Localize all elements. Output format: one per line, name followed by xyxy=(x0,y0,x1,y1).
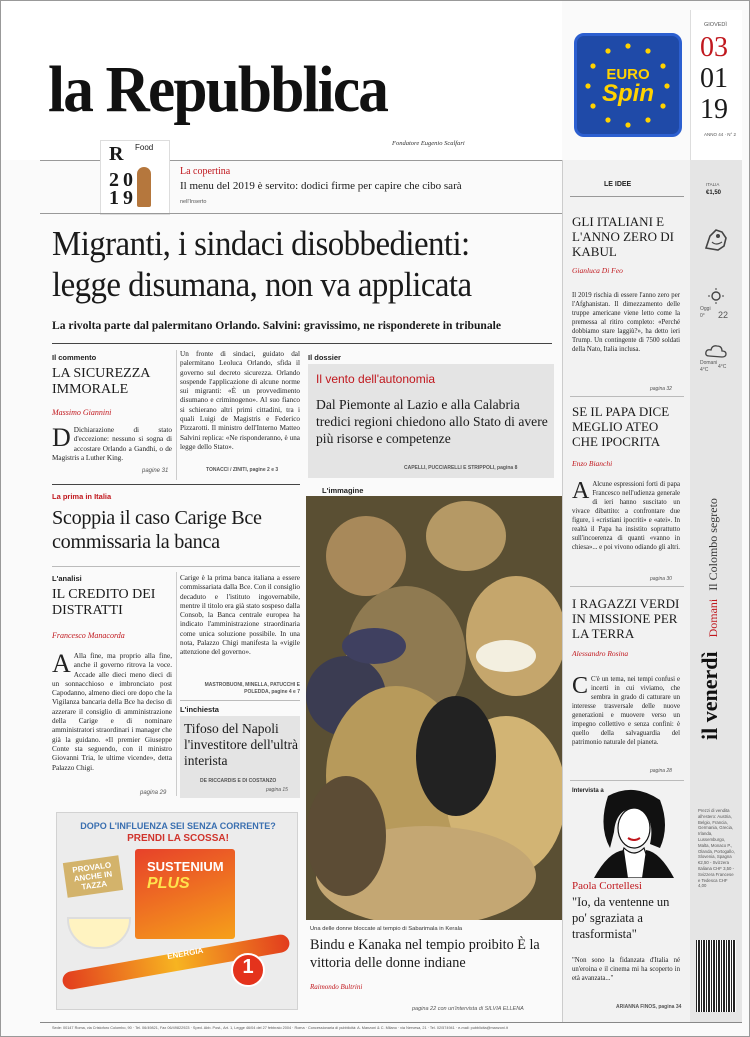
date-day: 03 xyxy=(700,32,728,63)
sidebar-prices: Prezzi di vendita all'estero: Austria, Belgio, Francia, Germania, Grecia, Irlanda, Lussemburgo, Malta, Monaco P., Olanda, Portogallo, Slovenia, Spagna €2,50 - Svizzera Italiana CHF 3,50 - Svizzera Francese e Tedesca CHF 4,00 xyxy=(698,808,735,889)
immagine-author: Raimondo Bultrini xyxy=(310,983,363,991)
weather-tomorrow-min: 4°C xyxy=(700,367,709,373)
venerdi-promo[interactable] xyxy=(697,440,737,740)
ad-product: SUSTENIUM xyxy=(147,859,224,874)
commento-title[interactable]: LA SICUREZZA IMMORALE xyxy=(52,366,150,397)
copertina-kicker: La copertina xyxy=(180,166,231,177)
cloud-icon xyxy=(704,342,728,360)
idee-1-page: pagina 32 xyxy=(650,386,672,392)
intervista-label: Intervista a xyxy=(572,788,604,794)
idee-2-title[interactable]: SE IL PAPA DICE MEGLIO ATEO CHE IPOCRITA xyxy=(572,404,670,449)
thumb-food: Food xyxy=(135,143,154,152)
copertina-text[interactable]: Il menu del 2019 è servito: dodici firme per capire che cibo sarà xyxy=(180,180,462,192)
weather-today-max: 22 xyxy=(718,310,729,320)
idee-2-page: pagina 30 xyxy=(650,576,672,582)
idee-column xyxy=(562,160,690,1022)
copertina-section: nell'Inserto xyxy=(180,199,207,205)
ad-eurospin-euro: EURO xyxy=(606,66,650,83)
carige-label: La prima in Italia xyxy=(52,492,112,501)
thumb-r: R xyxy=(109,143,124,165)
price-label: ITALIA xyxy=(706,182,720,187)
inchiesta-label: L'inchiesta xyxy=(180,705,219,714)
ad-line2: PRENDI LA SCOSSA! xyxy=(127,833,229,844)
carige-body: Carige è la prima banca italiana a essere commissariata dalla Bce. Con il consiglio decaduto e l'istituto ingovernabile, mentre il titolo era già stato sospeso dalla Consob, la Banca centrale europea ha indicato l'amministrazione straordinaria come unica soluzione possibile. In una nota, Palazzo Chigi manifesta la «vigile attenzione del governo». xyxy=(180,574,300,657)
fronte-authors: TONACCI / ZINITI, pagine 2 e 3 xyxy=(206,467,279,473)
ad-eurospin-spin: Spin xyxy=(602,80,654,107)
ad-sustenium[interactable] xyxy=(56,812,298,1010)
ad-cup xyxy=(67,917,131,949)
immagine-page: pagina 22 con un'intervista di SILVIA ELLENA xyxy=(412,1006,524,1012)
ad-energia: ENERGIA xyxy=(166,945,204,962)
dossier-title: Il vento dell'autonomia xyxy=(316,372,436,386)
analisi-title[interactable]: IL CREDITO DEI DISTRATTI xyxy=(52,587,156,618)
analisi-label: L'analisi xyxy=(52,574,82,583)
issue: ANNO 44 · N° 2 xyxy=(704,132,737,137)
main-headline[interactable]: Migranti, i sindaci disobbedienti: legge disumana, non va applicata xyxy=(52,224,472,304)
ad-line1: DOPO L'INFLUENZA SEI SENZA CORRENTE? xyxy=(80,821,276,831)
thumb-year: 2019 xyxy=(109,169,137,209)
weather-tomorrow-label: Domani xyxy=(700,360,718,366)
cortellesi-portrait xyxy=(588,786,682,878)
ad-plus: PLUS xyxy=(147,875,190,892)
news-photo[interactable] xyxy=(306,496,564,920)
carige-authors: MASTROBUONI, MINELLA, PATUCCHI E POLEDDA, pagine 4 e 7 xyxy=(204,682,300,695)
intervista-name: Paola Cortellesi xyxy=(572,880,642,892)
idee-3-title[interactable]: I RAGAZZI VERDI IN MISSIONE PER LA TERRA xyxy=(572,596,680,641)
analisi-page: pagina 29 xyxy=(140,790,167,796)
date-label: GIOVEDÌ xyxy=(704,22,727,28)
founder: Fondatore Eugenio Scalfari xyxy=(392,140,465,147)
weather-tomorrow-max: 4°C xyxy=(718,364,727,370)
date-year: 19 xyxy=(700,94,728,125)
inchiesta-title: Tifoso del Napoli l'investitore dell'ultrà interista xyxy=(184,721,298,768)
logo[interactable]: la Repubblica xyxy=(48,53,388,126)
venerdi-domani: Domani xyxy=(706,598,720,638)
idee-3-page: pagina 28 xyxy=(650,768,672,774)
copertina-thumb[interactable] xyxy=(100,140,170,215)
thumb-figure xyxy=(137,167,151,207)
commento-label: Il commento xyxy=(52,353,97,362)
dossier-text: Dal Piemonte al Lazio e alla Calabria tredici regioni chiedono allo Stato di avere più risorse e competenze xyxy=(316,397,548,446)
carige-headline[interactable]: Scoppia il caso Carige Bce commissaria la banca xyxy=(52,507,262,553)
price: €1,50 xyxy=(706,190,722,196)
idee-label: LE IDEE xyxy=(604,181,632,188)
venerdi-logo: il venerdì xyxy=(697,651,722,740)
sun-icon xyxy=(706,288,726,304)
idee-1-title[interactable]: GLI ITALIANI E L'ANNO ZERO DI KABUL xyxy=(572,214,674,259)
intervista-author: ARIANNA FINOS, pagina 34 xyxy=(616,1004,682,1010)
analisi-author: Francesco Manacorda xyxy=(52,631,125,640)
intervista-text: "Non sono la fidanzata d'Italia né un'eroina e il cinema mi ha scoperto in età avanzata..." xyxy=(572,957,680,982)
photo-placeholder xyxy=(306,496,564,920)
fronte-text: Un fronte di sindaci, guidato dal palermitano Leoluca Orlando, sfida il governo sul decreto sicurezza. Orlando sospende l'applicazione di alcune norme sui migranti: «È un provvedimento disumano e criminogeno». Al suo fianco si schierano altri primi cittadini, tra i quali Luigi de Magistris e Federico Pizzarotti. Il ministro dell'Interno Matteo Salvini replica: «Ne risponderanno, è una legge dello Stato». xyxy=(180,350,300,451)
ad-sticker: PROVALO ANCHE IN TAZZA xyxy=(63,855,123,897)
idee-1-text: Il 2019 rischia di essere l'anno zero per l'Afghanistan. Il dimezzamento delle truppe americane viene letto come la premessa al ritiro completo: «Perché dobbiamo stare laggiù?», ha detto ieri Trump. Un contingente di 7500 soldati della Nato, Italia inclusa. xyxy=(572,292,680,353)
analisi-text: A Alla fine, ma proprio alla fine, anche il governo ritrova la voce. Accade alle dieci meno dieci di un sonnacchioso e imbronciato post Capodanno, almeno dieci ore dopo che la Vigilanza bancaria della Bce ha deciso di azzerare il consiglio di amministrazione della Carige e di nominare amministratori straordinari i manager che già la guidano. «Il premier Giuseppe Conte sta seguendo, con il ministro Giovanni Tria, le ultime vicende», detta Palazzo Chigi. xyxy=(52,652,172,772)
commento-text: D Dichiarazione di stato d'eccezione: nessuno si sogna di accostare Orlando a Gandhi, o de Magistris a Luther King. xyxy=(52,426,172,462)
barcode xyxy=(696,940,736,1012)
ad-badge-number: 1 xyxy=(242,956,254,978)
date-month: 01 xyxy=(700,63,728,94)
dossier-label: Il dossier xyxy=(308,353,341,362)
main-subhead: La rivolta parte dal palermitano Orlando. Salvini: gravissimo, ne risponderete in tribunale xyxy=(52,319,502,332)
inchiesta-page: pagina 15 xyxy=(266,787,288,793)
idee-2-author: Enzo Bianchi xyxy=(572,459,613,468)
idee-3-author: Alessandro Rosina xyxy=(572,649,629,658)
lion-icon xyxy=(702,222,730,254)
intervista-quote[interactable]: "Io, da ventenne un po' sgraziata a trasformista" xyxy=(572,895,670,941)
ad-eurospin[interactable] xyxy=(574,33,682,137)
immagine-label: L'immagine xyxy=(322,486,364,495)
immagine-caption: Una delle donne bloccate al tempio di Sabarimala in Kerala xyxy=(310,926,463,932)
footer: Sede: 00147 Roma, via Cristoforo Colombo, 90 · Tel. 06/49821, Fax 06/49822923 · Sped. Abb. Post., Art. 1, Legge 46/04 del 27 febbraio 2004 · Roma · Concessionaria di pubblicità: A. Manzoni & C. Milano · via Nervesa, 21 · Tel. 02/574941 · e-mail: pubblicita@manzoni.it xyxy=(52,1026,508,1030)
dossier-authors: CAPELLI, PUCCIARELLI E STRIPPOLI, pagina 8 xyxy=(404,465,518,471)
commento-page: pagine 31 xyxy=(142,468,169,474)
idee-3-text: C C'è un tema, nei tempi confusi e incerti in cui viviamo, che sembra in grado di catturare un interesse trasversale delle nuove generazioni e muovere verso un impegno collettivo e senza confini: è quello della salvaguardia del patrimonio naturale del pianeta. xyxy=(572,675,680,746)
weather-today-label: Oggi xyxy=(700,306,711,312)
idee-2-text: A Alcune espressioni forti di papa Francesco nell'udienza generale di ieri hanno suscitato un vivace dibattito: a confrontare due figure, i «cristiani ipocriti» e «atei». In realtà il Papa ha insistito soprattutto sull'incoerenza di quanti «vanno in chiesa»... e poi vivono odiando gli altri. xyxy=(572,480,680,551)
idee-1-author: Gianluca Di Feo xyxy=(572,266,623,275)
immagine-headline[interactable]: Bindu e Kanaka nel tempio proibito È la vittoria delle donne indiane xyxy=(310,937,540,971)
weather-today-min: 0° xyxy=(700,313,705,319)
inchiesta-authors: DE RICCARDIS E DI COSTANZO xyxy=(200,778,277,784)
commento-author: Massimo Giannini xyxy=(52,408,112,417)
venerdi-title: Il Colombo segreto xyxy=(706,498,720,591)
